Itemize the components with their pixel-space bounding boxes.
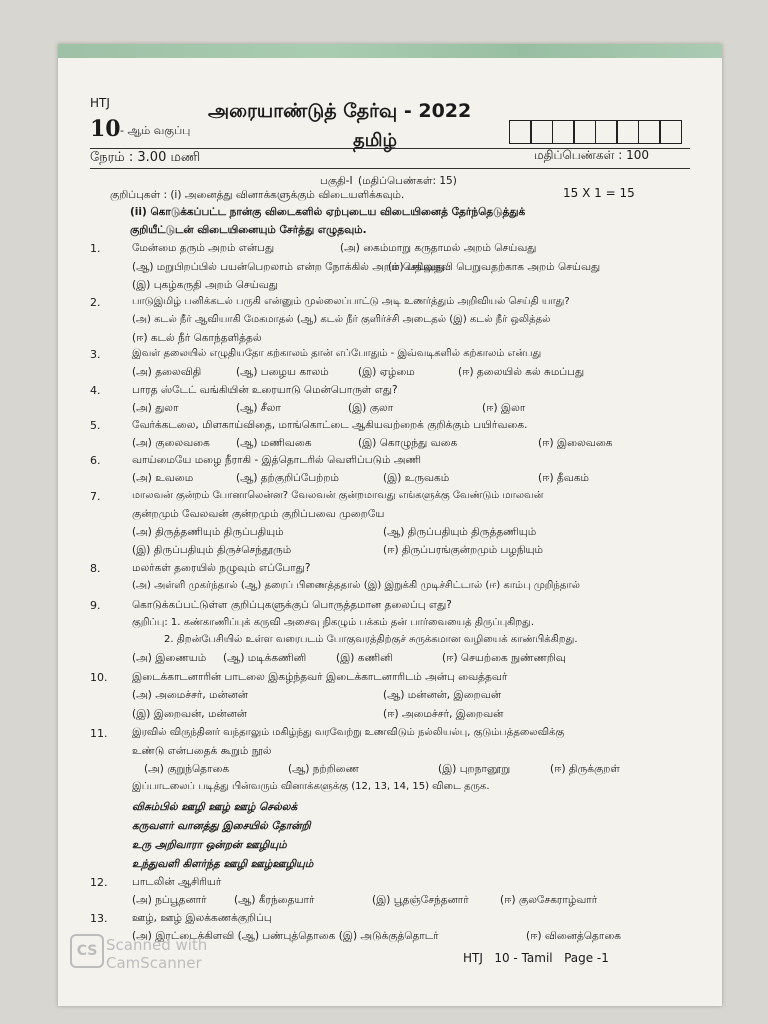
q2-options-abc: (அ) கடல் நீர் ஆவியாகி மேகமாதல் (ஆ) கடல் நீர் குளிர்ச்சி அடைதல் (இ) கடல் நீர் ஒலித்தல் bbox=[132, 314, 551, 325]
q13-number: 13. bbox=[90, 912, 108, 925]
header-rule-bottom bbox=[90, 168, 690, 169]
q7-text: மாலவன் குன்றம் போனாலென்ன? வேலவன் குன்றமாவது எங்களுக்கு வேண்டும் மாலவன் bbox=[132, 490, 544, 501]
paper-code: HTJ bbox=[90, 96, 110, 110]
q8-text: மலர்கள் தரையில் நழுவும் எப்போது? bbox=[132, 562, 311, 574]
q12-text: பாடலின் ஆசிரியர் bbox=[132, 876, 222, 888]
q11-option-a: (அ) குறுந்தொகை bbox=[144, 763, 230, 775]
q5-text: வேர்க்கடலை, மிளகாய்விதை, மாங்கொட்டை ஆகியவற்றைக் குறிக்கும் பயிர்வகை. bbox=[132, 419, 528, 431]
q9-option-c: (இ) கணினி bbox=[336, 652, 393, 664]
q2-text: பாடுஇமிழ் பனிக்கடல் பருகி என்னும் முல்லைப்பாட்டு அடி உணர்த்தும் அறிவியல் செய்தி யாது? bbox=[132, 296, 570, 307]
q3-option-c: (இ) ஏழ்மை bbox=[358, 366, 415, 378]
q12-option-c: (இ) பூதஞ்சேந்தனார் bbox=[372, 894, 469, 906]
q5-option-c: (இ) கொழுந்து வகை bbox=[358, 437, 458, 449]
q1-option-c: (இ) புகழ்கருதி அறம் செய்வது bbox=[132, 279, 278, 291]
q6-option-d: (ஈ) தீவகம் bbox=[538, 472, 589, 484]
poem-line-1: விசும்பில் ஊழி ஊழ் ஊழ் செல்லக் bbox=[132, 801, 298, 813]
q4-option-b: (ஆ) சீலா bbox=[236, 402, 281, 414]
instruction-2: (ii) கொடுக்கப்பட்ட நான்கு விடைகளில் ஏற்புடைய விடையினைத் தேர்ந்தெடுத்துக் bbox=[130, 206, 526, 218]
page-footer: HTJ 10 - Tamil Page -1 bbox=[463, 951, 609, 965]
q9-option-b: (ஆ) மடிக்கணினி bbox=[223, 652, 307, 664]
q10-option-c: (இ) இறைவன், மன்னன் bbox=[132, 708, 247, 720]
q7-text-2: குன்றமும் வேலவன் குன்றமும் குறிப்பவை முறையே bbox=[132, 508, 385, 520]
poem-line-2: கருவளர் வானத்து இசையில் தோன்றி bbox=[132, 820, 311, 832]
q7-option-d: (ஈ) திருப்பரங்குன்றமும் பழநியும் bbox=[383, 544, 543, 556]
q11-text-2: உண்டு என்பதைக் கூறும் நூல் bbox=[132, 745, 272, 757]
q13-options-abc: (அ) இரட்டைக்கிளவி (ஆ) பண்புத்தொகை (இ) அடுக்குத்தொடர் bbox=[132, 930, 439, 942]
q7-option-c: (இ) திருப்பதியும் திருச்செந்தூரும் bbox=[132, 544, 292, 556]
part-score: 15 X 1 = 15 bbox=[563, 186, 635, 200]
poem-line-4: உந்துவளி கிளர்ந்த ஊழி ஊழ்ஊழியும் bbox=[132, 858, 314, 870]
q4-option-a: (அ) துலா bbox=[132, 402, 179, 414]
q9-text: கொடுக்கப்பட்டுள்ள குறிப்புகளுக்குப் பொருத்தமான தலைப்பு எது? bbox=[132, 599, 452, 611]
q4-option-d: (ஈ) இலா bbox=[482, 402, 526, 414]
q10-option-b: (ஆ) மன்னன், இறைவன் bbox=[383, 689, 502, 701]
q3-option-b: (ஆ) பழைய காலம் bbox=[236, 366, 329, 378]
exam-title: அரையாண்டுத் தேர்வு - 2022 bbox=[208, 100, 472, 122]
q5-option-d: (ஈ) இலைவகை bbox=[538, 437, 613, 449]
q3-option-a: (அ) தலைவிதி bbox=[132, 366, 202, 378]
q4-option-c: (இ) குலா bbox=[348, 402, 394, 414]
q7-option-b: (ஆ) திருப்பதியும் திருத்தணியும் bbox=[383, 526, 537, 538]
q13-option-d: (ஈ) வினைத்தொகை bbox=[526, 930, 621, 942]
exam-paper bbox=[58, 44, 722, 1006]
q11-option-d: (ஈ) திருக்குறள் bbox=[550, 763, 620, 775]
q5-option-b: (ஆ) மணிவகை bbox=[236, 437, 312, 449]
q10-number: 10. bbox=[90, 671, 108, 684]
scan-edge bbox=[58, 44, 722, 58]
q2-option-d: (ஈ) கடல் நீர் கொந்தளித்தல் bbox=[132, 332, 262, 344]
q1-option-a: (அ) கைம்மாறு கருதாமல் அறம் செய்வது bbox=[340, 242, 537, 254]
q12-option-a: (அ) நப்பூதனார் bbox=[132, 894, 207, 906]
watermark-line-1: Scanned with bbox=[106, 936, 208, 954]
q3-text: இவள் தலையில் எழுதியதோ கற்காலம் தான் எப்போதும் - இவ்வடிகளில் கற்காலம் என்பது bbox=[132, 348, 542, 359]
q10-option-d: (ஈ) அமைச்சர், இறைவன் bbox=[383, 708, 504, 720]
q8-number: 8. bbox=[90, 562, 101, 575]
q10-option-a: (அ) அமைச்சர், மன்னன் bbox=[132, 689, 249, 701]
total-marks: மதிப்பெண்கள் : 100 bbox=[534, 148, 650, 162]
exam-time: நேரம் : 3.00 மணி bbox=[90, 150, 201, 165]
q1-text: மேன்மை தரும் அறம் என்பது bbox=[132, 242, 275, 254]
poem-instruction: இப்பாடலைப் படித்து பின்வரும் வினாக்களுக்கு (12, 13, 14, 15) விடை தருக. bbox=[132, 781, 490, 792]
q9-hint-1: குறிப்பு: 1. கண்காணிப்புக் கருவி அசைவு நிகழும் பக்கம் தன் பார்வையைத் திருப்புகிறது. bbox=[132, 617, 535, 628]
q6-option-b: (ஆ) தற்குறிப்பேற்றம் bbox=[236, 472, 339, 484]
q13-text: ஊழ், ஊழ் இலக்கணக்குறிப்பு bbox=[132, 912, 272, 924]
q6-number: 6. bbox=[90, 454, 101, 467]
q6-option-a: (அ) உவமை bbox=[132, 472, 194, 484]
q6-option-c: (இ) உருவகம் bbox=[383, 472, 450, 484]
q9-number: 9. bbox=[90, 599, 101, 612]
instruction-1: குறிப்புகள் : (i) அனைத்து வினாக்களுக்கும் விடையளிக்கவும். bbox=[110, 189, 405, 201]
q7-option-a: (அ) திருத்தணியும் திருப்பதியும் bbox=[132, 526, 284, 538]
q1-option-b: (ஆ) மறுபிறப்பில் பயன்பெறலாம் என்ற நோக்கில் அறம் செய்வது bbox=[132, 261, 445, 273]
q5-number: 5. bbox=[90, 419, 101, 432]
q12-option-b: (ஆ) கீரந்தையார் bbox=[234, 894, 315, 906]
q11-option-c: (இ) புறநானூறு bbox=[438, 763, 511, 775]
q12-number: 12. bbox=[90, 876, 108, 889]
q4-number: 4. bbox=[90, 384, 101, 397]
q11-number: 11. bbox=[90, 727, 108, 740]
instruction-3: குறியீட்டுடன் விடையினையும் சேர்த்து எழுதவும். bbox=[130, 224, 367, 236]
q1-number: 1. bbox=[90, 242, 101, 255]
q4-text: பாரத ஸ்டேட் வங்கியின் உரையாடு மென்பொருள் எது? bbox=[132, 384, 398, 396]
q2-number: 2. bbox=[90, 296, 101, 309]
q3-number: 3. bbox=[90, 348, 101, 361]
poem-line-3: உரு அறிவாரா ஒன்றன் ஊழியும் bbox=[132, 839, 287, 851]
q6-text: வாய்மையே மழை நீராகி - இத்தொடரில் வெளிப்படும் அணி bbox=[132, 454, 422, 466]
q11-option-b: (ஆ) நற்றிணை bbox=[288, 763, 360, 775]
q3-option-d: (ஈ) தலையில் கல் சுமப்பது bbox=[458, 366, 585, 378]
q5-option-a: (அ) குலைவகை bbox=[132, 437, 210, 449]
camscanner-logo-icon: CS bbox=[70, 934, 104, 968]
watermark-line-2: CamScanner bbox=[106, 954, 202, 972]
class-number: 10 bbox=[90, 116, 121, 142]
q11-text: இரவில் விருந்தினர் வந்தாலும் மகிழ்ந்து வரவேற்று உணவிடும் நல்லியல்பு, குடும்பத்தலைவிக்கு bbox=[132, 727, 565, 738]
q1-option-d: (ஈ) பதிலுதவி பெறுவதற்காக அறம் செய்வது bbox=[388, 261, 601, 273]
q9-hint-2: 2. திறன்பேசியில் உள்ள வரைபடம் போகுவரத்திற்குச் சுருக்கமான வழியைக் காண்பிக்கிறது. bbox=[164, 634, 578, 645]
register-number-boxes bbox=[510, 120, 682, 144]
q7-number: 7. bbox=[90, 490, 101, 503]
part-title: பகுதி-I bbox=[320, 175, 353, 187]
q8-options: (அ) அள்ளி முகர்ந்தால் (ஆ) தரைப் பிணைத்ததால் (இ) இறுக்கி முடிச்சிட்டால் (ஈ) காம்பு முறிந்தால் bbox=[132, 580, 580, 591]
q9-option-a: (அ) இணையம் bbox=[132, 652, 207, 664]
q10-text: இடைக்காடனாரின் பாடலை இகழ்ந்தவர் இடைக்காடனாரிடம் அன்பு வைத்தவர் bbox=[132, 671, 508, 683]
subject-title: தமிழ் bbox=[353, 130, 397, 151]
camscanner-watermark bbox=[66, 924, 266, 984]
q9-option-d: (ஈ) செயற்கை நுண்ணறிவு bbox=[442, 652, 566, 664]
q12-option-d: (ஈ) குலசேகராழ்வார் bbox=[500, 894, 598, 906]
class-label: - ஆம் வகுப்பு bbox=[120, 124, 191, 137]
part-marks: (மதிப்பெண்கள்: 15) bbox=[358, 175, 457, 187]
